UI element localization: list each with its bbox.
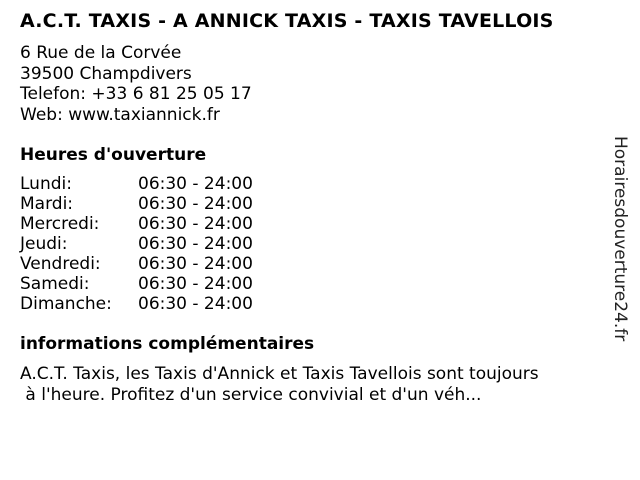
hours-table — [20, 174, 253, 314]
hours-row — [20, 294, 253, 314]
site-watermark: Horairesdouverture24.fr — [610, 136, 630, 342]
time-range: 06:30 - 24:00 — [138, 174, 253, 194]
street-address: 6 Rue de la Corvée — [20, 43, 182, 63]
hours-row — [20, 234, 253, 254]
hours-row — [20, 194, 253, 214]
day-label: Dimanche: — [20, 294, 112, 314]
day-label: Vendredi: — [20, 254, 101, 274]
website: Web: www.taxiannick.fr — [20, 104, 220, 125]
info-description: A.C.T. Taxis, les Taxis d'Annick et Taxis Tavellois sont toujours à l'heure. Profitez d'un service convivial et d'un véh... — [20, 364, 539, 405]
phone-number: Telefon: +33 6 81 25 05 17 — [20, 84, 252, 104]
hours-row — [20, 254, 253, 274]
day-label: Mardi: — [20, 194, 74, 214]
hours-row — [20, 174, 253, 194]
time-range: 06:30 - 24:00 — [138, 274, 253, 294]
time-range: 06:30 - 24:00 — [138, 254, 253, 274]
day-label: Lundi: — [20, 174, 72, 194]
day-label: Samedi: — [20, 274, 90, 294]
time-range: 06:30 - 24:00 — [138, 234, 253, 254]
time-range: 06:30 - 24:00 — [138, 294, 253, 314]
city-postal: 39500 Champdivers — [20, 63, 192, 84]
time-range: 06:30 - 24:00 — [138, 194, 253, 214]
hours-row — [20, 214, 253, 234]
day-label: Mercredi: — [20, 214, 100, 234]
business-name: A.C.T. TAXIS - A ANNICK TAXIS - TAXIS TAVELLOIS — [20, 10, 554, 32]
business-address — [20, 43, 252, 125]
day-label: Jeudi: — [20, 234, 68, 254]
hours-heading: Heures d'ouverture — [20, 145, 207, 165]
info-heading: informations complémentaires — [20, 334, 315, 354]
time-range: 06:30 - 24:00 — [138, 214, 253, 234]
hours-row — [20, 274, 253, 294]
